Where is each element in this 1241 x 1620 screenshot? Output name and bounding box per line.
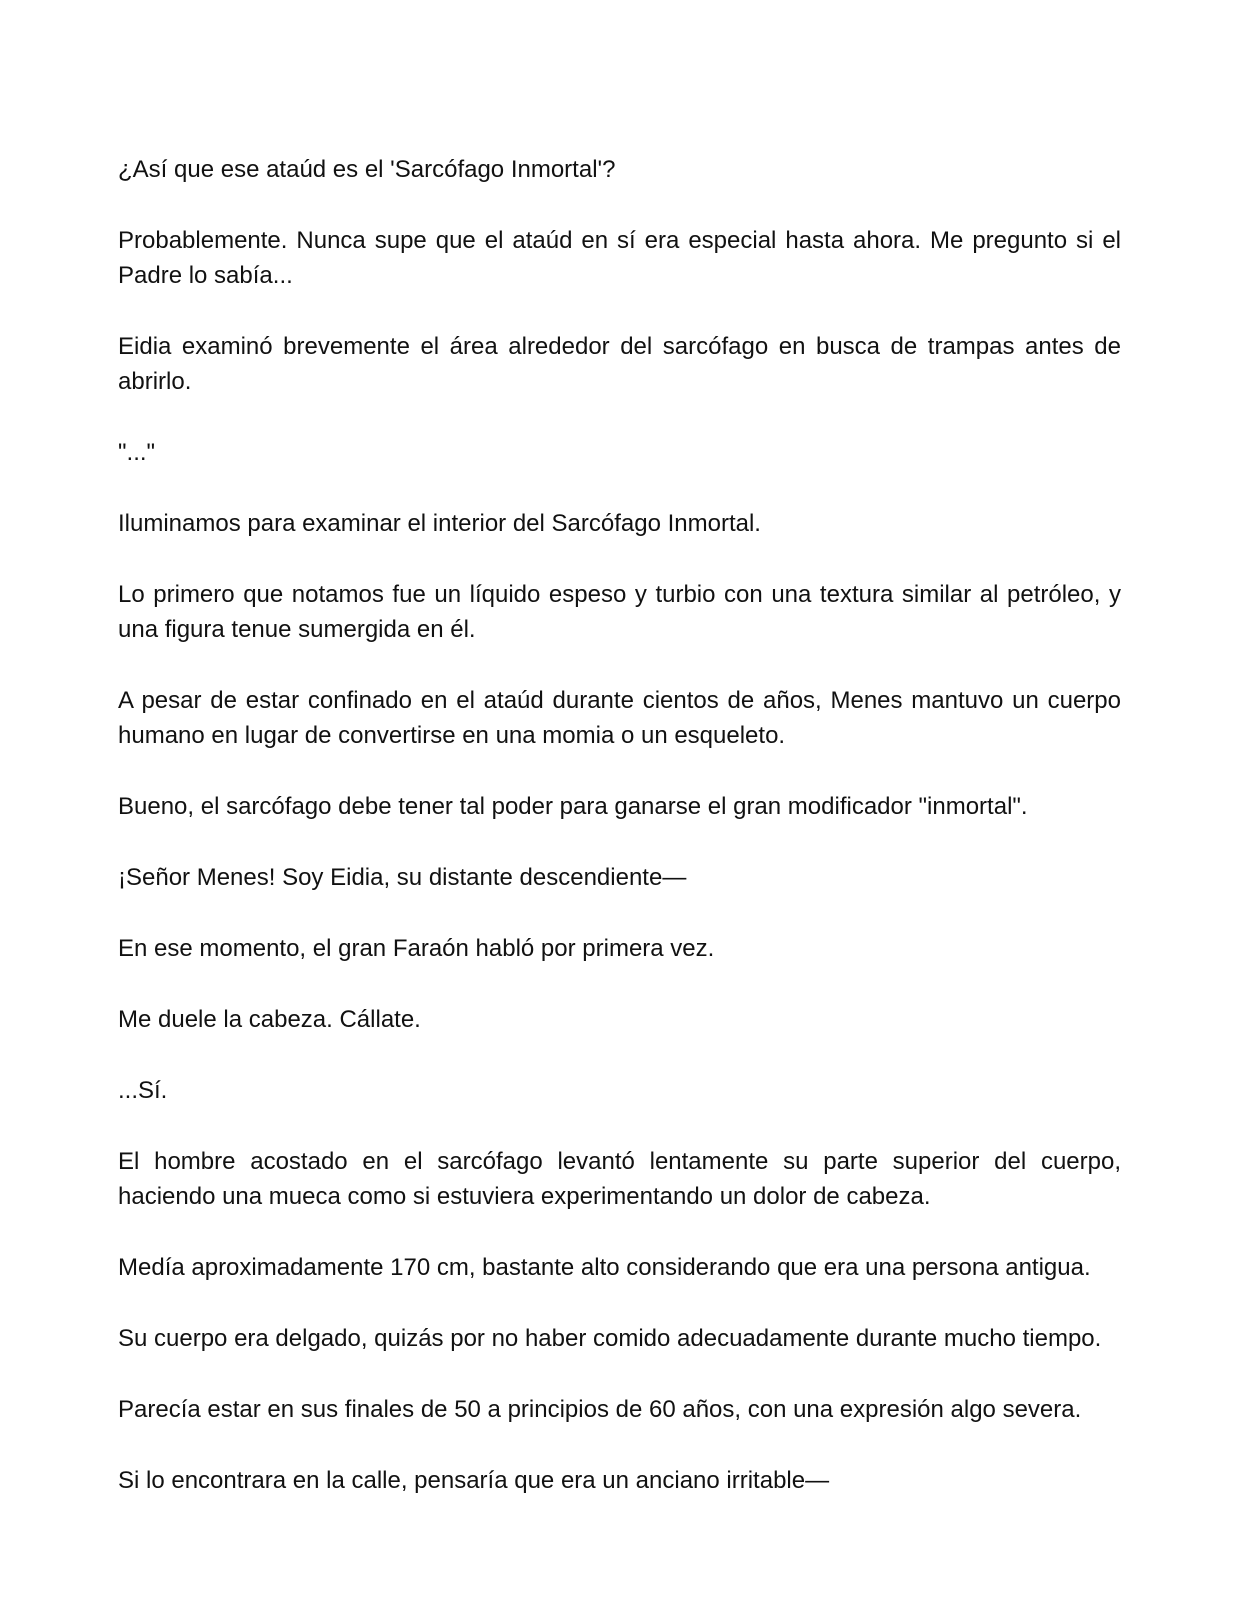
paragraph: ...Sí. [118,1077,168,1104]
document-body [118,152,1121,1534]
paragraph: Medía aproximadamente 170 cm, bastante alto considerando que era una persona antigua. [118,1254,1091,1281]
paragraph: ¡Señor Menes! Soy Eidia, su distante descendiente— [118,864,687,891]
paragraph: Me duele la cabeza. Cállate. [118,1006,421,1033]
paragraph: Su cuerpo era delgado, quizás por no haber comido adecuadamente durante mucho tiempo. [118,1325,1102,1352]
paragraph: Probablemente. Nunca supe que el ataúd en sí era especial hasta ahora. Me pregunto si el Padre lo sabía... [118,227,1121,289]
paragraph: Eidia examinó brevemente el área alrededor del sarcófago en busca de trampas antes de abrirlo. [118,333,1121,395]
paragraph: Bueno, el sarcófago debe tener tal poder para ganarse el gran modificador "inmortal". [118,793,1028,820]
paragraph: Si lo encontrara en la calle, pensaría que era un anciano irritable— [118,1467,830,1494]
paragraph: "..." [118,439,156,466]
paragraph: En ese momento, el gran Faraón habló por primera vez. [118,935,715,962]
paragraph: Iluminamos para examinar el interior del Sarcófago Inmortal. [118,510,761,537]
paragraph: Parecía estar en sus finales de 50 a principios de 60 años, con una expresión algo severa. [118,1396,1082,1423]
paragraph: El hombre acostado en el sarcófago levantó lentamente su parte superior del cuerpo, haciendo una mueca como si estuviera experimentando un dolor de cabeza. [118,1148,1121,1210]
paragraph: ¿Así que ese ataúd es el 'Sarcófago Inmortal'? [118,156,616,183]
paragraph: Lo primero que notamos fue un líquido espeso y turbio con una textura similar al petróleo, y una figura tenue sumergida en él. [118,581,1121,643]
paragraph: A pesar de estar confinado en el ataúd durante cientos de años, Menes mantuvo un cuerpo humano en lugar de convertirse en una momia o un esqueleto. [118,687,1121,749]
